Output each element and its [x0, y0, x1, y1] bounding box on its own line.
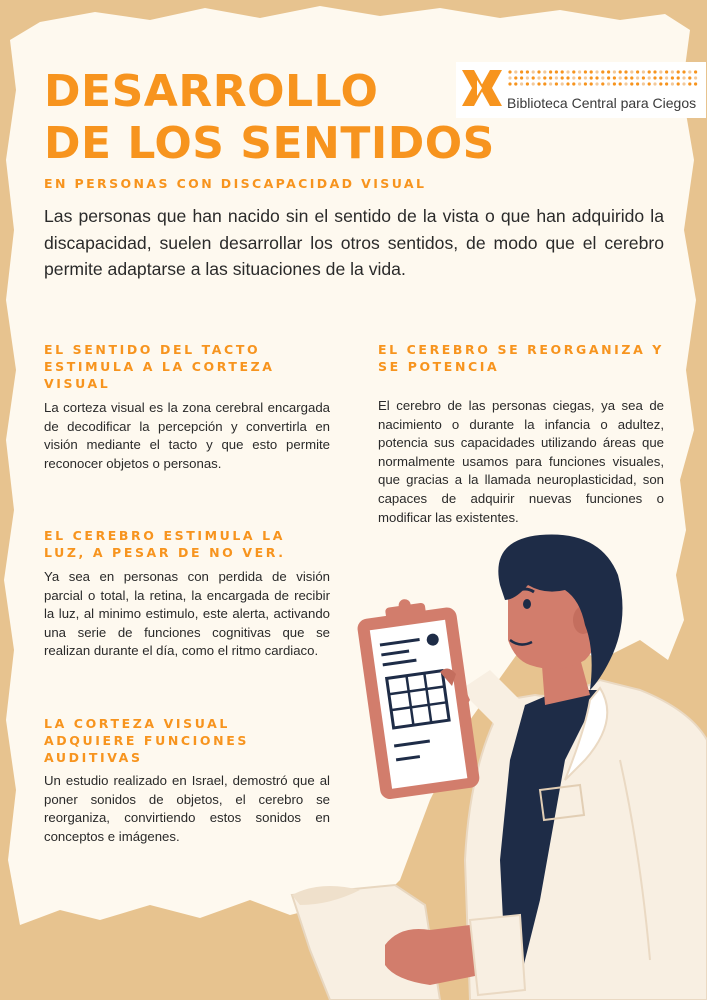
section-text-luz: Ya sea en personas con perdida de visión parcial o total, la retina, la encargada de recibir la luz, al minimo estimulo, este alerta, activando una serie de funciones cognitivas que se realizan durante el día, como el ritmo cardiaco.	[44, 569, 330, 659]
title-line-2: DE LOS SENTIDOS	[44, 118, 495, 169]
title-line-1: DESARROLLO	[44, 66, 379, 117]
logo-name: Biblioteca Central para Ciegos	[507, 95, 697, 111]
section-heading-auditivas: LA CORTEZA VISUAL ADQUIERE FUNCIONES AUDITIVAS	[44, 716, 249, 765]
section-heading-reorganiza: EL CEREBRO SE REORGANIZA Y SE POTENCIA	[378, 342, 664, 374]
page-subtitle: EN PERSONAS CON DISCAPACIDAD VISUAL	[44, 176, 427, 191]
section-text-auditivas: Un estudio realizado en Israel, demostró que al poner sonidos de objetos, el cerebro se reorganiza, convirtiendo estos sonidos en conceptos e imágenes.	[44, 773, 330, 844]
clipboard	[354, 592, 480, 800]
section-text-tacto: La corteza visual es la zona cerebral encargada de decodificar la percepción y convertirla en visión mediante el tacto y que esto permite reconocer objetos o personas.	[44, 400, 330, 471]
section-heading-tacto: EL SENTIDO DEL TACTO ESTIMULA A LA CORTEZA VISUAL	[44, 342, 275, 391]
lower-hand	[385, 925, 480, 985]
intro-paragraph: Las personas que han nacido sin el sentido de la vista o que han adquirido la discapacidad, suelen desarrollar los otros sentidos, de modo que el cerebro permite adaptarse a las situaciones de la vida.	[44, 206, 664, 279]
section-heading-luz: EL CEREBRO ESTIMULA LA LUZ, A PESAR DE NO VER.	[44, 528, 286, 560]
section-text-reorganiza: El cerebro de las personas ciegas, ya sea de nacimiento o durante la infancia o adultez, potencia sus capacidades utilizando áreas que normalmente usamos para funciones visuales, que gracias a la llamada neuroplasticidad, son capaces de adquirir nuevas funciones o modificar las existentes.	[378, 398, 664, 525]
